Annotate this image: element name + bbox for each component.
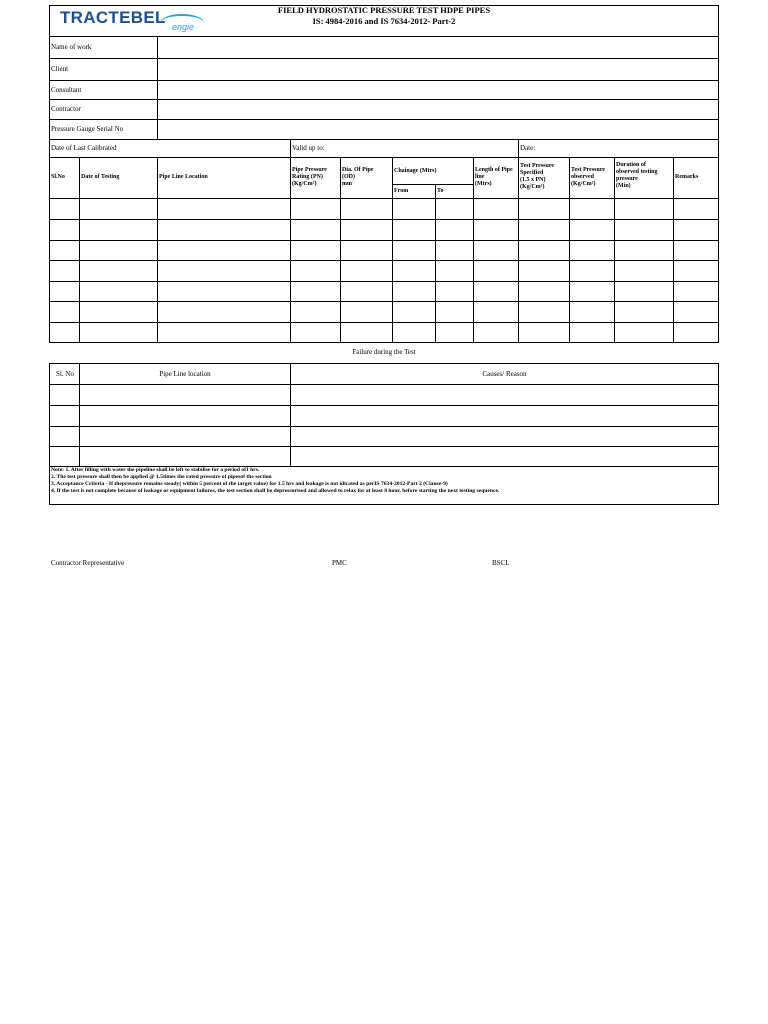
col-pipe-line-location: Pipe Line Location <box>159 174 208 180</box>
col-test-pressure-specified: Test Pressure Specified (1.5 x PN) (Kg/Cm²) <box>520 163 555 190</box>
failure-section-title: Failure during the Test <box>352 348 416 356</box>
col-chainage-to: To <box>437 188 444 194</box>
label-gauge-serial: Pressure Gauge Serial No <box>51 125 124 133</box>
label-consultant: Consultant <box>51 86 82 94</box>
label-client: Client <box>51 65 69 73</box>
failure-col-pipe-line-location: Pipe Line location <box>159 370 211 378</box>
signature-bscl: BSCL <box>492 559 510 567</box>
label-last-calibrated: Date of Last Calibrated <box>51 144 117 152</box>
col-duration: Duration of observed testing pressure (Min) <box>616 162 658 189</box>
logo-wordmark: TRACTEBEL <box>60 8 166 27</box>
col-pipe-pressure-rating: Pipe Pressure Rating (PN) (Kg/Cm²) <box>292 167 327 187</box>
signature-contractor: Contractor Representative <box>51 559 125 567</box>
signature-pmc: PMC <box>332 559 347 567</box>
col-chainage-from: From <box>394 188 409 194</box>
col-test-pressure-observed: Test Pressure observed (Kg/Cm²) <box>571 167 606 187</box>
col-chainage: Chainage (Mtrs) <box>394 168 437 174</box>
note-line-3: 3. Acceptance Criteria - If thepressure remains steady( within 5 percent of the target value) for 1.5 hrs and leakage is not idicated as perIS 7634-2012-Part 2 (Clause-9) <box>51 481 448 487</box>
note-line-2: 2. The test pressure shall then be applied @ 1.5times the rated pressure of pipesof the section <box>51 474 272 480</box>
col-date-of-testing: Date of Testing <box>81 174 120 180</box>
col-length-of-pipe-line: Length of Pipe line (Mtrs) <box>475 167 513 187</box>
col-remarks: Remarks <box>675 174 699 180</box>
document-title: FIELD HYDROSTATIC PRESSURE TEST HDPE PIPES <box>277 5 491 15</box>
col-dia-of-pipe: Dia. Of Pipe (OD) mm <box>342 167 374 187</box>
note-line-4: 4. If the test is not complete because of leakage or equipment failures, the test section shall be depressurised and allowed to relax for at least 8 hour, before starting the next testing sequence. <box>51 488 500 494</box>
document-subtitle: IS: 4984-2016 and IS 7634-2012- Part-2 <box>312 16 456 26</box>
col-sl-no: Sl.No <box>51 174 65 180</box>
failure-col-causes: Causes/ Reason <box>482 370 527 378</box>
label-contractor: Contractor <box>51 105 81 113</box>
label-name-of-work: Name of work <box>51 43 92 51</box>
label-date: Date: <box>520 144 536 152</box>
logo-subbrand: engie <box>172 22 195 32</box>
note-line-1: Note: 1. After filling with water the pipeline shall be left to stabilise for a period of1 hrs. <box>51 467 260 473</box>
label-valid-up-to: Valid up to: <box>292 144 325 152</box>
failure-col-sl-no: Sl. No <box>56 370 74 378</box>
